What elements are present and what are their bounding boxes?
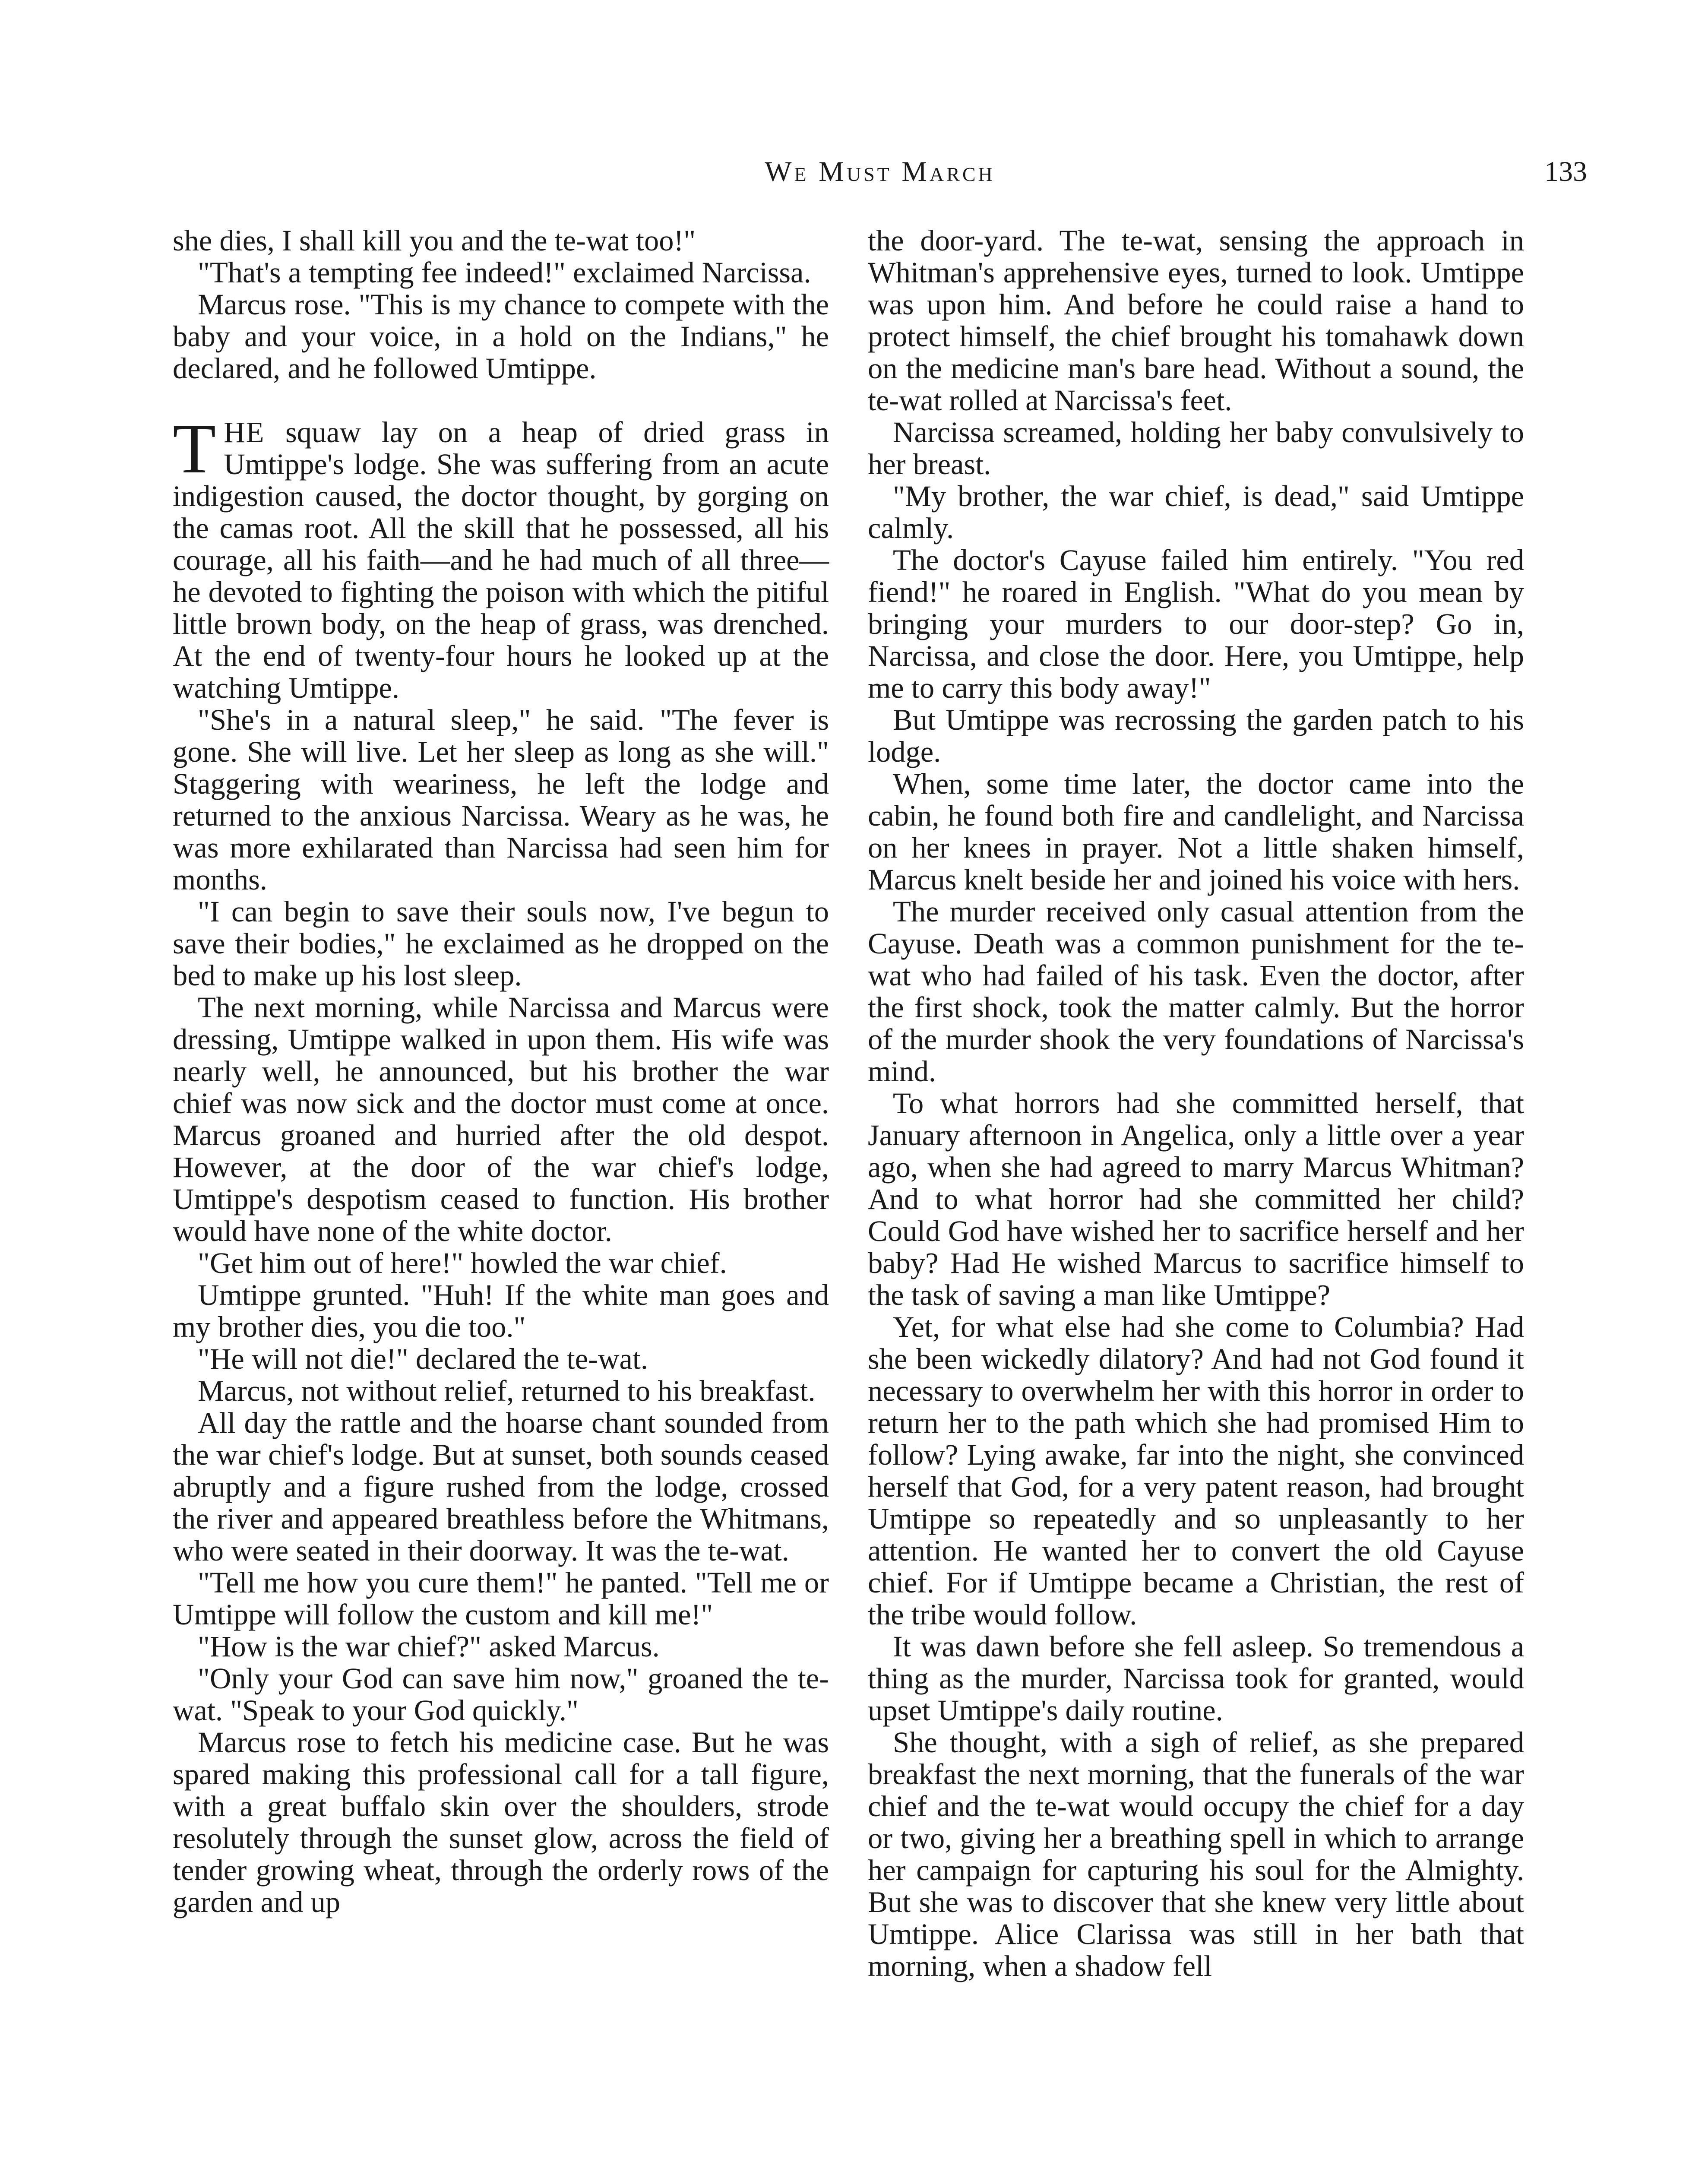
paragraph: "My brother, the war chief, is dead," said Umtippe calmly. <box>868 480 1524 544</box>
paragraph: Umtippe grunted. "Huh! If the white man goes and my brother dies, you die too." <box>173 1279 829 1343</box>
paragraph: All day the rattle and the hoarse chant sounded from the war chief's lodge. But at sunset, both sounds ceased abruptly and a figure rushed from the lodge, crossed the river and appeared breathless before the Whitmans, who were seated in their doorway. It was the te-wat. <box>173 1406 829 1567</box>
section-opening-paragraph <box>173 410 829 704</box>
paragraph: The doctor's Cayuse failed him entirely. "You red fiend!" he roared in English. "What do you mean by bringing your murders to our door-step? Go in, Narcissa, and close the door. Here, you Umtippe, help me to carry this body away!" <box>868 544 1524 704</box>
running-head <box>173 155 1587 199</box>
paragraph: "She's in a natural sleep," he said. "The fever is gone. She will live. Let her sleep as long as she will." Staggering with weariness, he left the lodge and returned to the anxious Narcissa. Weary as he was, he was more exhilarated than Narcissa had seen him for months. <box>173 703 829 896</box>
paragraph: she dies, I shall kill you and the te-wat too!" <box>173 224 696 257</box>
paragraph: Marcus rose to fetch his medicine case. But he was spared making this professional call for a tall figure, with a great buffalo skin over the shoulders, strode resolutely through the sunset glow, across the field of tender growing wheat, through the orderly rows of the garden and up <box>173 1726 829 1918</box>
paragraph: To what horrors had she committed herself, that January afternoon in Angelica, only a little over a year ago, when she had agreed to marry Marcus Whitman? And to what horror had she committed her child? Could God have wished her to sacrifice herself and her baby? Had He wished Marcus to sacrifice himself to the task of saving a man like Umtippe? <box>868 1087 1524 1311</box>
running-title: We Must March <box>765 156 995 187</box>
paragraph: Narcissa screamed, holding her baby convulsively to her breast. <box>868 416 1524 481</box>
page-number: 133 <box>1544 156 1587 187</box>
paragraph: "Only your God can save him now," groaned the te-wat. "Speak to your God quickly." <box>173 1662 829 1727</box>
paragraph: The murder received only casual attention from the Cayuse. Death was a common punishment for the te-wat who had failed of his task. Even the doctor, after the first shock, took the matter calmly. But the horror of the murder shook the very foundations of Narcissa's mind. <box>868 895 1524 1088</box>
paragraph: It was dawn before she fell asleep. So tremendous a thing as the murder, Narcissa took for granted, would upset Umtippe's daily routine. <box>868 1630 1524 1727</box>
paragraph: "I can begin to save their souls now, I've begun to save their bodies," he exclaimed as he dropped on the bed to make up his lost sleep. <box>173 895 829 992</box>
paragraph: "How is the war chief?" asked Marcus. <box>198 1630 660 1663</box>
paragraph: "That's a tempting fee indeed!" exclaimed Narcissa. <box>198 256 811 289</box>
paragraph: "Tell me how you cure them!" he panted. "Tell me or Umtippe will follow the custom and kill me!" <box>173 1566 829 1631</box>
paragraph: the door-yard. The te-wat, sensing the approach in Whitman's apprehensive eyes, turned to look. Umtippe was upon him. And before he could raise a hand to protect himself, the chief brought his tomahawk down on the medicine man's bare head. Without a sound, the te-wat rolled at Narcissa's feet. <box>868 224 1524 417</box>
opening-small-caps: HE <box>224 416 265 449</box>
left-column <box>173 225 829 1918</box>
paragraph: She thought, with a sigh of relief, as she prepared breakfast the next morning, that the funerals of the war chief and the te-wat would occupy the chief for a day or two, giving her a breathing spell in which to arrange her campaign for capturing his soul for the Almighty. But she was to discover that she knew very little about Umtippe. Alice Clarissa was still in her bath that morning, when a shadow fell <box>868 1726 1524 1982</box>
paragraph: Yet, for what else had she come to Columbia? Had she been wickedly dilatory? And had not God found it necessary to overwhelm her with this horror in order to return her to the path which she had promised Him to follow? Lying awake, far into the night, she convinced herself that God, for a very patent reason, had brought Umtippe so repeatedly and so unpleasantly to her attention. He wanted her to convert the old Cayuse chief. For if Umtippe became a Christian, the rest of the tribe would follow. <box>868 1311 1524 1631</box>
paragraph: The next morning, while Narcissa and Marcus were dressing, Umtippe walked in upon them. His wife was nearly well, he announced, but his brother the war chief was now sick and the doctor must come at once. Marcus groaned and hurried after the old despot. However, at the door of the war chief's lodge, Umtippe's despotism ceased to function. His brother would have none of the white doctor. <box>173 991 829 1247</box>
paragraph: When, some time later, the doctor came into the cabin, he found both fire and candlelight, and Narcissa on her knees in prayer. Not a little shaken himself, Marcus knelt beside her and joined his voice with hers. <box>868 767 1524 896</box>
paragraph: Marcus, not without relief, returned to his breakfast. <box>198 1374 816 1407</box>
paragraph: "Get him out of here!" howled the war chief. <box>198 1247 727 1279</box>
drop-cap: T <box>173 410 216 488</box>
paragraph: "He will not die!" declared the te-wat. <box>198 1342 648 1375</box>
paragraph: But Umtippe was recrossing the garden patch to his lodge. <box>868 703 1524 768</box>
right-column <box>868 225 1524 1982</box>
paragraph: Marcus rose. "This is my chance to compete with the baby and your voice, in a hold on the Indians," he declared, and he followed Umtippe. <box>173 288 829 385</box>
paragraph-text: squaw lay on a heap of dried grass in Umtippe's lodge. She was suffering from an acute indigestion caused, the doctor thought, by gorging on the camas root. All the skill that he possessed, all his courage, all his faith—and he had much of all three—he devoted to fighting the poison with which the pitiful little brown body, on the heap of grass, was drenched. At the end of twenty-four hours he looked up at the watching Umtippe. <box>173 416 829 704</box>
